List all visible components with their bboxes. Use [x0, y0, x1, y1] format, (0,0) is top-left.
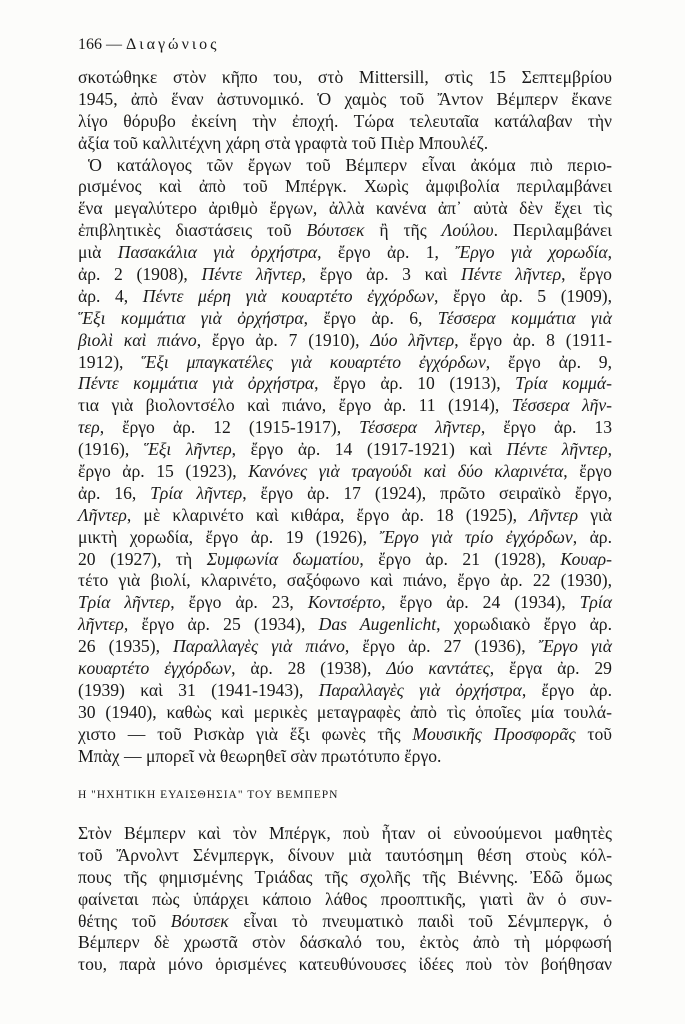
text-segment: , ἔργο ἀρ.	[521, 679, 612, 700]
text-segment: 20 (1927), τὴ	[78, 548, 207, 569]
text-line	[78, 330, 612, 352]
work-title: Παραλλαγὲς γιὰ ὀρχήστρα	[318, 679, 522, 700]
text-line	[78, 111, 612, 133]
text-line	[78, 417, 612, 439]
text-segment: χιστο — τοῦ Ρισκὰρ γιὰ ἕξι φωνὲς τῆς	[78, 723, 413, 744]
text-line	[78, 286, 612, 308]
text-segment: ἕνα μεγαλύτερο ἀριθμὸ ἔργων, ἀλλὰ κανένα ἀπ᾽ αὐτὰ δὲν ἔχει τὶς	[78, 198, 612, 219]
work-title: Ἕξι κομμάτια γιὰ ὀρχήστρα	[78, 307, 304, 328]
work-title: Πέντε λῆντερ	[460, 264, 562, 285]
text-line	[78, 308, 612, 330]
text-segment: τέτο γιὰ βιολί, κλαρινέτο, σαξόφωνο καὶ πιάνο, ἔργο ἀρ. 22 (1930),	[78, 570, 612, 591]
text-segment: Ὁ κατάλογος τῶν ἔργων τοῦ Βέμπερν εἶναι ἀκόμα πιὸ περιο-	[88, 154, 612, 175]
work-title: Τρία λῆντερ	[78, 592, 171, 613]
text-segment: , ἔργο ἀρ. 27 (1936),	[344, 636, 539, 657]
work-title: Ἔργο γιὰ χορωδία	[455, 242, 608, 263]
text-line	[78, 746, 612, 768]
text-line	[78, 505, 612, 527]
work-title: Δύο καντάτες	[386, 658, 490, 679]
text-segment: τοῦ Ἄρνολντ Σένμπεργκ, δίνουν μιὰ ταυτόσημη θέση στοὺς κόλ-	[78, 844, 612, 865]
text-segment: ἀρ. 16,	[78, 482, 151, 503]
text-line	[78, 932, 612, 954]
work-title: Τρία κομμά-	[515, 373, 612, 394]
text-segment: Μπὰχ — μπορεῖ νὰ θεωρηθεῖ σὰν πρωτότυπο ἔργο.	[78, 745, 442, 766]
text-segment: σκοτώθηκε στὸν κῆπο του, στὸ Mittersill, στὶς 15 Σεπτεμβρίου	[78, 67, 612, 87]
text-segment: ἀρ. 4,	[78, 285, 143, 306]
text-segment: (1939) καὶ 31 (1941-1943),	[78, 679, 319, 700]
text-segment: , ἔργο ἀρ. 3 καὶ	[301, 264, 461, 285]
work-title: Συμφωνία δωματίου	[206, 548, 360, 569]
text-segment: πους τῆς φημισμένης Τριάδας τῆς σχολῆς τῆς Βιέννης. Ἐδῶ ὅμως	[78, 866, 612, 887]
work-title: Das Augenlicht	[318, 614, 437, 635]
work-title: Κουαρ-	[560, 548, 612, 569]
section-title: Διαγώνιος	[126, 36, 220, 53]
work-title: Τέσσερα λῆντερ	[359, 417, 481, 438]
text-line	[78, 264, 612, 286]
text-segment: , ἔργο ἀρ. 23,	[170, 592, 308, 613]
work-title: λῆντερ	[78, 614, 124, 635]
work-title: Τρία	[579, 592, 612, 613]
text-line	[78, 67, 612, 89]
paragraph-webern-berg	[78, 823, 612, 976]
text-line	[78, 352, 612, 374]
text-segment: , ἔργα ἀρ. 29	[489, 658, 612, 679]
text-line	[78, 889, 612, 911]
text-line	[78, 592, 612, 614]
text-line	[78, 845, 612, 867]
text-line	[78, 220, 612, 242]
header-dash: —	[102, 36, 126, 53]
text-line	[78, 439, 612, 461]
work-title: Ἔργο γιὰ τρίο ἐγχόρδων	[379, 526, 573, 547]
text-segment: , ἔργο	[563, 461, 612, 482]
text-segment: του, παρὰ μόνο ὁρισμένες κατευθύνουσες ἰδέες ποὺ τὸν βοήθησαν	[78, 954, 612, 975]
text-segment: , ἔργο ἀρ. 12 (1915-1917),	[99, 417, 360, 438]
text-segment: , ἔργο	[561, 264, 612, 285]
paragraph-works-catalogue	[78, 67, 612, 768]
text-segment: , ἔργο ἀρ. 5 (1909),	[434, 285, 612, 306]
text-segment: ἀρ. 2 (1908),	[78, 264, 202, 285]
text-line	[78, 724, 612, 746]
text-segment: 30 (1940), καθὼς καὶ μερικὲς μεταγραφὲς ἀπὸ τὶς ὁποῖες μία τουλά-	[78, 701, 612, 722]
text-line	[78, 702, 612, 724]
text-line	[78, 680, 612, 702]
text-segment: τια γιὰ βιολοντσέλο καὶ πιάνο, ἔργο ἀρ. 11 (1914),	[78, 395, 512, 416]
text-segment: ἔργο ἀρ. 15 (1923),	[78, 461, 249, 482]
work-title: Πέντε κομμάτια γιὰ ὀρχήστρα	[78, 373, 315, 394]
text-line	[78, 527, 612, 549]
text-segment: , ἔργο ἀρ. 1,	[317, 242, 456, 263]
text-line	[78, 176, 612, 198]
text-segment: Βέμπερν δὲ χρωστᾶ στὸν δάσκαλό του, ἐκτὸς ἀπὸ τὴ μόρφωσή	[78, 932, 612, 953]
page-number: 166	[78, 36, 102, 53]
text-line	[78, 658, 612, 680]
text-segment: θέτης τοῦ	[78, 910, 171, 931]
work-title: Πέντε μέρη γιὰ κουαρτέτο ἐγχόρδων	[142, 285, 435, 306]
work-title: Βόυτσεκ	[170, 910, 229, 931]
text-segment: , ἔργο ἀρ. 17 (1924), πρῶτο σειραϊκὸ ἔργο,	[242, 482, 612, 503]
text-line	[78, 614, 612, 636]
text-line	[78, 483, 612, 505]
text-segment: , ἔργο ἀρ. 6,	[303, 307, 438, 328]
work-title: κουαρτέτο ἐγχόρδων	[78, 658, 232, 679]
text-segment: , ἔργο ἀρ. 24 (1934),	[381, 592, 580, 613]
text-segment: , ἀρ.	[572, 526, 612, 547]
text-segment: 1912),	[78, 351, 142, 372]
text-segment: ρισμένος καὶ ἀπὸ τοῦ Μπέργκ. Χωρὶς ἀμφιβολία περιλαμβάνει	[78, 176, 612, 197]
text-line	[78, 89, 612, 111]
text-segment: ἀξία τοῦ καλλιτέχνη χάρη στὰ γραφτὰ τοῦ Πιὲρ Μπουλέζ.	[78, 132, 489, 153]
text-segment: , ἔργο ἀρ. 25 (1934),	[123, 614, 319, 635]
text-segment: (1916),	[78, 439, 144, 460]
text-line	[78, 867, 612, 889]
text-segment: ἢ τῆς	[364, 220, 442, 241]
text-segment: , ἔργο ἀρ. 21 (1928),	[359, 548, 561, 569]
text-segment: ἐπιβλητικὲς διαστάσεις τοῦ	[78, 220, 307, 241]
text-segment: , ἔργο ἀρ. 10 (1913),	[314, 373, 516, 394]
text-segment: , χορωδιακὸ ἔργο ἀρ.	[436, 614, 612, 635]
work-title: Παραλλαγὲς γιὰ πιάνο	[173, 636, 345, 657]
work-title: Πέντε λῆντερ	[201, 264, 302, 285]
text-segment: . Περιλαμβάνει	[493, 220, 612, 241]
text-segment: μικτὴ χορωδία, ἔργο ἀρ. 19 (1926),	[78, 526, 380, 547]
text-segment: γιὰ	[578, 504, 613, 525]
text-segment: , μὲ κλαρινέτο καὶ κιθάρα, ἔργο ἀρ. 18 (1925),	[126, 504, 530, 525]
section-heading: Η "ΗΧΗΤΙΚΗ ΕΥΑΙΣΘΗΣΙΑ" ΤΟΥ ΒΕΜΠΕΡΝ	[78, 789, 339, 801]
text-line	[78, 133, 612, 155]
text-line	[78, 911, 612, 933]
text-segment: , ἔργο ἀρ. 7 (1910),	[196, 329, 371, 350]
text-segment: , ἔργο ἀρ. 8 (1911-	[454, 329, 612, 350]
text-line	[78, 461, 612, 483]
text-segment: 26 (1935),	[78, 636, 174, 657]
text-segment: ,	[607, 439, 612, 460]
work-title: Λούλου	[441, 220, 494, 241]
work-title: βιολὶ καὶ πιάνο	[78, 329, 197, 350]
text-line	[78, 242, 612, 264]
text-segment: Στὸν Βέμπερν καὶ τὸν Μπέργκ, ποὺ ἦταν οἱ εὐνοούμενοι μαθητὲς	[78, 823, 612, 843]
text-line	[78, 570, 612, 592]
work-title: Βόυτσεκ	[306, 220, 365, 241]
text-segment: τοῦ	[575, 723, 612, 744]
text-line	[78, 395, 612, 417]
text-segment: φαίνεται πὼς ὑπάρχει κάποιο λάθος προοπτικῆς, γιατὶ ἂν ὁ συν-	[78, 888, 612, 909]
text-segment: εἶναι τὸ πνευματικὸ παιδὶ τοῦ Σένμπεργκ, ὁ	[228, 910, 612, 931]
text-line	[78, 155, 612, 177]
text-line	[78, 636, 612, 658]
work-title: Λῆντερ	[529, 504, 579, 525]
work-title: Κανόνες γιὰ τραγούδι καὶ δύο κλαρινέτα	[248, 461, 564, 482]
text-line	[78, 549, 612, 571]
text-line	[78, 198, 612, 220]
work-title: Τέσσερα λῆν-	[511, 395, 612, 416]
text-line	[78, 954, 612, 976]
work-title: Λῆντερ	[78, 504, 127, 525]
work-title: Ἕξι λῆντερ	[143, 439, 232, 460]
work-title: Μουσικῆς Προσφορᾶς	[412, 723, 576, 744]
work-title: Πασακάλια γιὰ ὀρχήστρα	[117, 242, 318, 263]
text-segment: μιὰ	[78, 242, 118, 263]
work-title: Ἕξι μπαγκατέλες γιὰ κουαρτέτο ἐγχόρδων	[141, 351, 486, 372]
text-segment: , ἔργο ἀρ. 13	[480, 417, 612, 438]
text-segment: ,	[607, 242, 612, 263]
text-segment: 1945, ἀπὸ ἕναν ἀστυνομικό. Ὁ χαμὸς τοῦ Ἄντον Βέμπερν ἔκανε	[78, 88, 612, 109]
text-line	[78, 823, 612, 845]
work-title: Πέντε λῆντερ	[506, 439, 608, 460]
work-title: Δύο λῆντερ	[370, 329, 455, 350]
text-segment: , ἔργο ἀρ. 9,	[485, 351, 612, 372]
work-title: τερ	[78, 417, 100, 438]
text-segment: λίγο θόρυβο ἐκείνη τὴν ἐποχή. Τώρα τελευταῖα κατάλαβαν τὴν	[78, 110, 612, 131]
work-title: Ἔργο γιὰ	[538, 636, 613, 657]
text-line	[78, 373, 612, 395]
work-title: Τρία λῆντερ	[150, 482, 243, 503]
running-header	[78, 36, 219, 54]
text-segment: , ἔργο ἀρ. 14 (1917-1921) καὶ	[231, 439, 507, 460]
work-title: Τέσσερα κομμάτια γιὰ	[437, 307, 612, 328]
work-title: Κοντσέρτο	[307, 592, 382, 613]
text-segment: , ἀρ. 28 (1938),	[231, 658, 387, 679]
